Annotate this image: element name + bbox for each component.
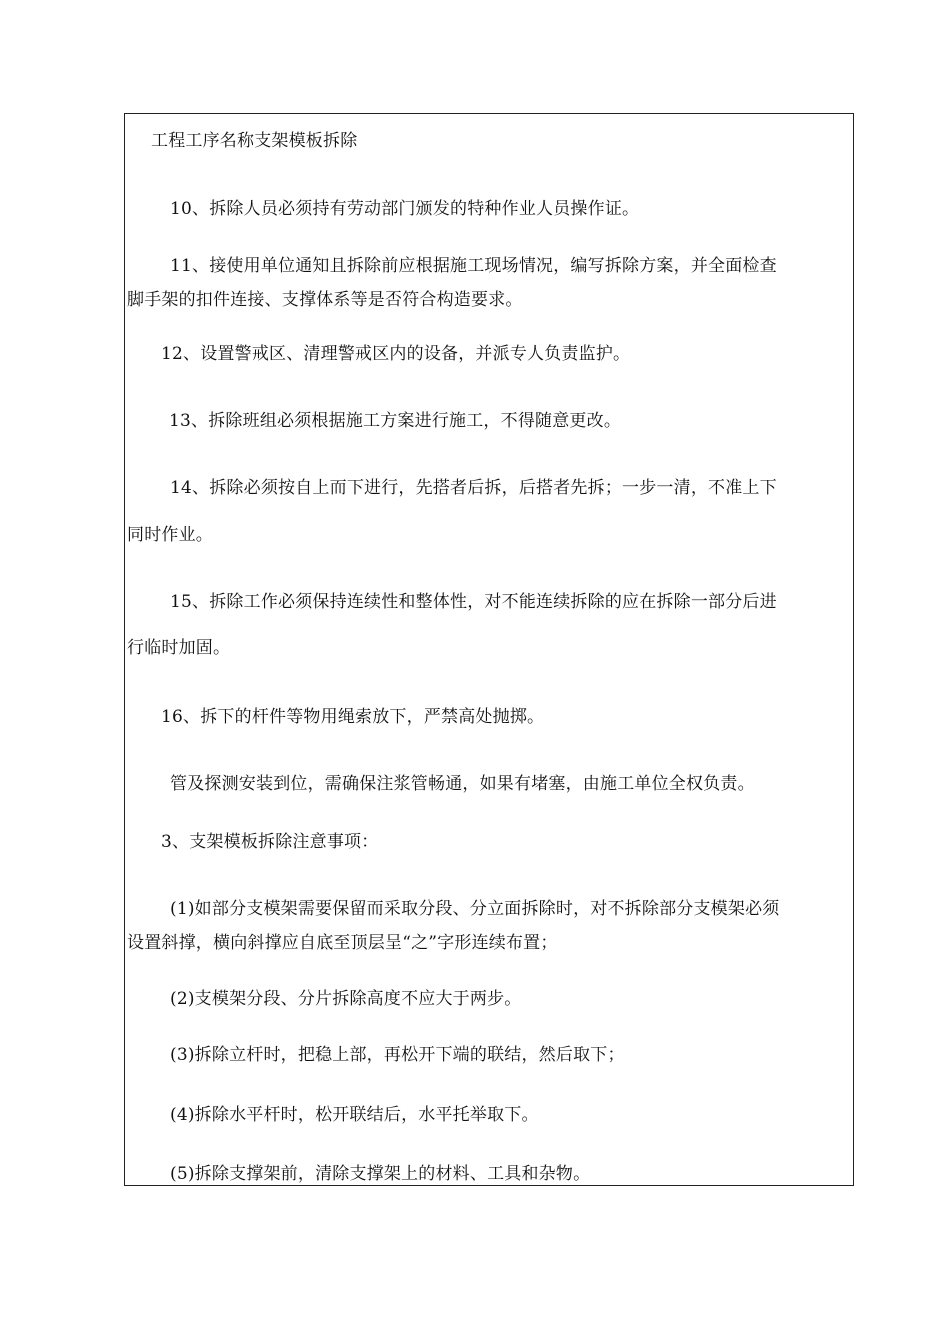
item-3-1-line-1: (1)如部分支模架需要保留而采取分段、分立面拆除时，对不拆除部分支模架必须 [170,899,780,919]
item-3-4: (4)拆除水平杆时，松开联结后，水平托举取下。 [170,1105,539,1125]
paragraph-pipe: 管及探测安装到位，需确保注浆管畅通，如果有堵塞，由施工单位全权负责。 [170,774,755,794]
item-3-3: (3)拆除立杆时，把稳上部，再松开下端的联结，然后取下； [170,1045,625,1065]
document-frame [124,113,854,1186]
section-3-heading: 3、支架模板拆除注意事项： [161,832,379,852]
paragraph-11-line-2: 脚手架的扣件连接、支撑体系等是否符合构造要求。 [127,290,523,310]
paragraph-13: 13、拆除班组必须根据施工方案进行施工，不得随意更改。 [169,411,622,431]
paragraph-14-line-1: 14、拆除必须按自上而下进行，先搭者后拆，后搭者先拆；一步一清，不准上下 [170,478,777,498]
item-3-1-line-2: 设置斜撑，横向斜撑应自底至顶层呈“之”字形连续布置； [127,933,558,953]
paragraph-11-line-1: 11、接使用单位通知且拆除前应根据施工现场情况，编写拆除方案，并全面检查 [170,256,777,276]
item-3-5: (5)拆除支撑架前，清除支撑架上的材料、工具和杂物。 [170,1164,591,1184]
paragraph-12: 12、设置警戒区、清理警戒区内的设备，并派专人负责监护。 [161,344,631,364]
paragraph-14-line-2: 同时作业。 [127,525,213,545]
paragraph-10: 10、拆除人员必须持有劳动部门颁发的特种作业人员操作证。 [170,199,640,219]
paragraph-15-line-2: 行临时加固。 [127,638,231,658]
item-3-2: (2)支模架分段、分片拆除高度不应大于两步。 [170,989,522,1009]
document-title: 工程工序名称支架模板拆除 [151,131,358,151]
paragraph-16: 16、拆下的杆件等物用绳索放下，严禁高处抛掷。 [161,707,545,727]
paragraph-15-line-1: 15、拆除工作必须保持连续性和整体性，对不能连续拆除的应在拆除一部分后进 [170,592,777,612]
